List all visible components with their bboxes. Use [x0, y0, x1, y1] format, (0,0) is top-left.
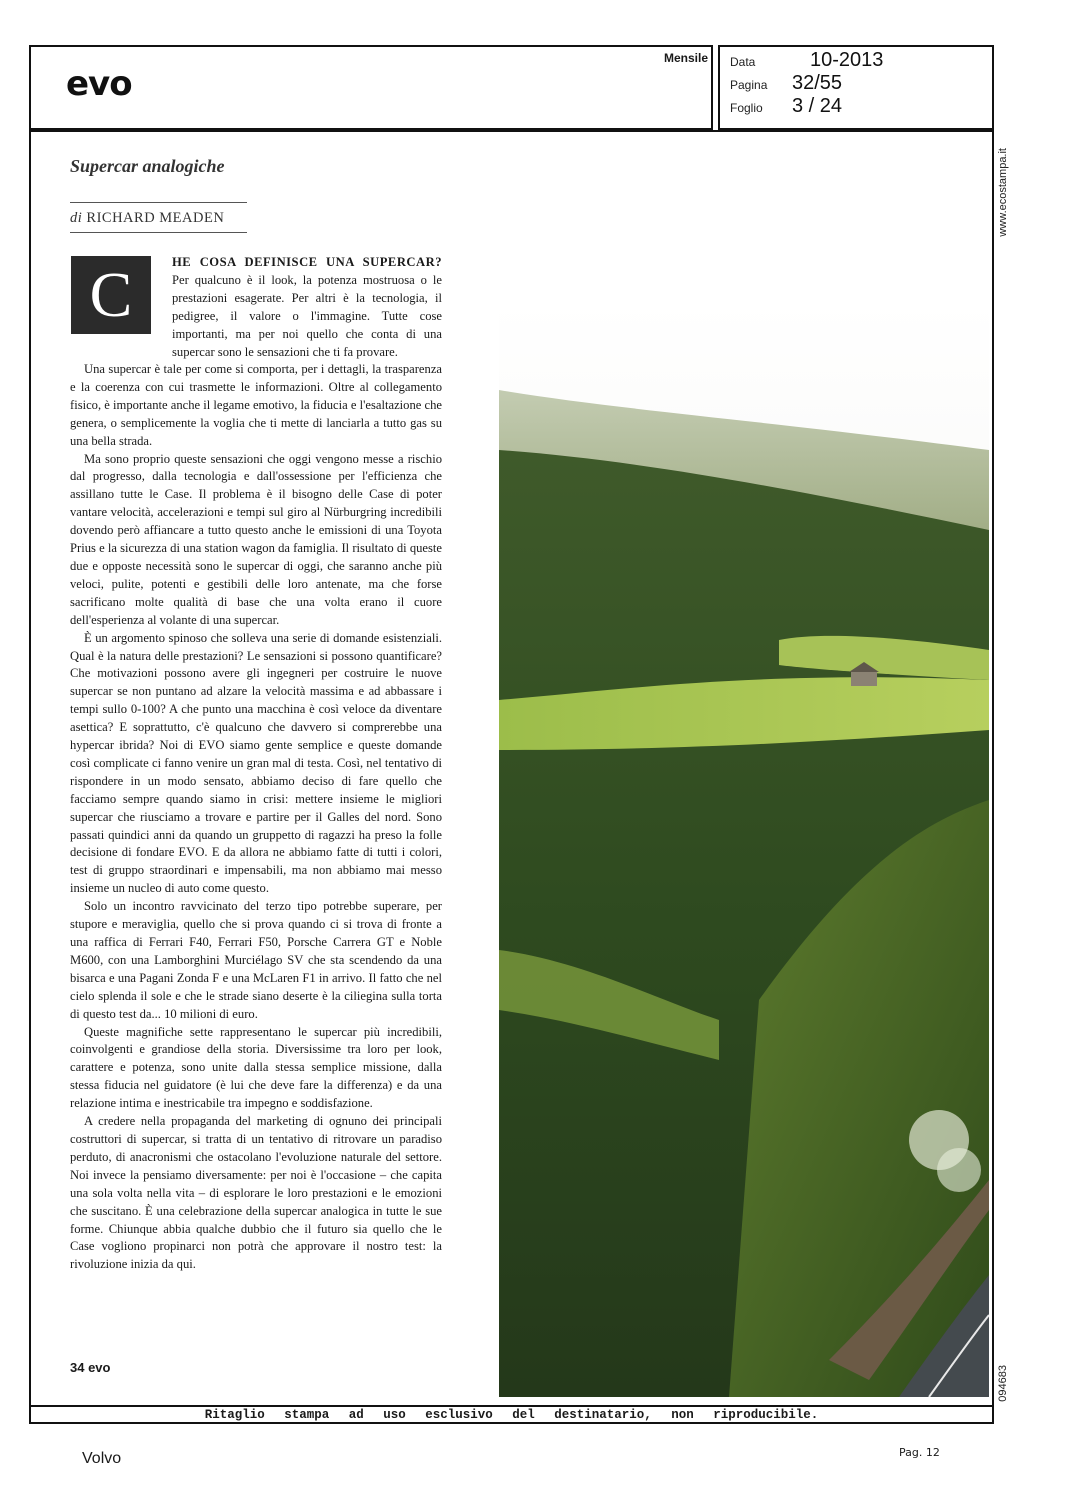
side-code-container [997, 1365, 1013, 1407]
body-paragraph: È un argomento spinoso che solleva una serie di domande esistenziali. Qual è la natura delle prestazioni? Le sensazioni si possono quantificare? Che motivazioni possono avere gli ingegneri per costruire le nuove supercar se non puntano ad alzare la velocità massima e ad abbassare i tempi sullo 0-100? A che punto una macchina è così veloce da diventare asettica? E soprattutto, c'è qualcuno che davvero si comprerebbe una hypercar ibrida? Noi di EVO siamo gente semplice e queste domande così complicate ci fanno venire un gran mal di testa. Così, nel tentativo di rispondere in un modo sensato, abbiamo deciso di fare quello che facciamo sempre quando siamo in crisi: mettere insieme le migliori supercar che riusciamo a trovare e partire per il Galles del nord. Sono passati quindici anni da quando un gruppetto di ragazzi ha preso la folle decisione di fondare EVO. E da allora ne abbiamo fatte di tutti i colori, test di gruppo straordinari e impensabili, ma non abbiamo mai messo insieme un nucleo di auto come questo. [70, 630, 442, 896]
meta-label-pagina: Pagina [730, 78, 768, 92]
landscape-photo [499, 300, 989, 1397]
body-paragraph: Ma sono proprio queste sensazioni che oggi vengono messe a rischio dal progresso, dalla tecnologia e dall'ossessione per l'efficienza che assillano tutte le Case. Il problema è il bisogno delle Case di poter vantare velocità, accelerazioni e tempi sul giro al Nürburgring incredibili dovendo però affiancare a tutto questo anche le emissioni di una Toyota Prius e la sicurezza di una station wagon da famiglia. Il risultato di queste due e opposte necessità sono le supercar di oggi, che saranno anche più veloci, pulite, potenti e gestibili delle loro antenate, ma che forse sacrificano molte qualità di base che una volta erano il cuore dell'esperienza al volante di una supercar. [70, 451, 442, 627]
section-title: Supercar analogiche [70, 156, 225, 176]
side-url: www.ecostampa.it [997, 148, 1009, 237]
body-paragraph: Queste magnifiche sette rappresentano le supercar più incredibili, coinvolgenti e grandiose della storia. Diversissime tra loro per look, carattere e potenza, sono unite dalla stessa semplice missione, dalla stessa fiducia nel guidatore (è lui che deve fare la differenza) e da una relazione intima e inestricabile tra impegno e soddisfazione. [70, 1024, 442, 1111]
byline-prefix: di [70, 210, 83, 226]
byline-rule-top [70, 202, 247, 203]
drop-cap: C [71, 256, 151, 334]
intro-text: Per qualcuno è il look, la potenza mostruosa o le prestazioni esagerate. Per altri è la tecnologia, il pedigree, il valore o l'immagine. Tutte cose importanti, ma per noi quello che conta di una supercar sono le sensazioni che ti fa provare. [172, 273, 442, 359]
intro-lead: HE COSA DEFINISCE UNA SUPERCAR? [172, 255, 442, 269]
body-paragraph: A credere nella propaganda del marketing di ognuno dei principali costruttori di supercar, si tratta di un tentativo di ritrovare un paradiso perduto, di anacronismi che ostacolano l'evoluzione naturale del settore. Noi invece la pensiamo diversamente: per noi è l'occasione – che capita una sola volta nella vita – di esplorare le loro prestazioni e le emozioni che suscitano. È una celebrazione della supercar analogica in tutte le sue forme. Chiunque abbia qualche dubbio che il futuro sia quello che le Case vogliono propinarci non potrà che approvare il nostro test: la rivoluzione inizia da qui. [70, 1114, 442, 1272]
clipping-notice: Ritaglio stampa ad uso esclusivo del destinatario, non riproducibile. [29, 1405, 994, 1424]
meta-label-foglio: Foglio [730, 101, 763, 115]
meta-value-data: 10-2013 [810, 49, 884, 71]
page-number: Pag. 12 [899, 1446, 940, 1459]
intro-paragraph [172, 253, 442, 361]
side-code: 094683 [997, 1365, 1009, 1402]
body-paragraph: Una supercar è tale per come si comporta, per i dettagli, la trasparenza e la coerenza con cui trasmette le informazioni. Oltre al collegamento fisico, è importante anche il legame emotivo, la fiducia e l'esaltazione che genera, o semplicemente la voglia che ti mette di lanciarla a tutto gas su una bella strada. [70, 362, 442, 448]
header-left-box [29, 45, 713, 130]
meta-value-foglio: 3 / 24 [792, 95, 843, 117]
client-name: Volvo [82, 1450, 122, 1467]
meta-label-data: Data [730, 55, 756, 69]
side-url-container [997, 148, 1013, 252]
byline [70, 210, 224, 227]
evo-logo: evo [66, 64, 132, 104]
byline-rule-bottom [70, 232, 247, 233]
body-paragraph: Solo un incontro ravvicinato del terzo tipo potrebbe superare, per stupore e meraviglia, quello che si prova quando ci si trova di fronte a una raffica di Ferrari F40, Ferrari F50, Porsche Carrera GT e Noble M600, con una Lamborghini Murciélago SV che sta scendendo da una bisarca e una Pagani Zonda F e una McLaren F1 in arrivo. Il fatto che nel cielo splenda il sole e che le strade siano deserte è la ciliegina sulla torta di questo test da... 10 milioni di euro. [70, 899, 442, 1021]
magazine-page-number: 34 evo [70, 1360, 111, 1375]
publication-frequency: Mensile [664, 51, 709, 65]
byline-author: RICHARD MEADEN [86, 210, 225, 226]
article-body [70, 361, 442, 1274]
meta-value-pagina: 32/55 [792, 72, 843, 94]
